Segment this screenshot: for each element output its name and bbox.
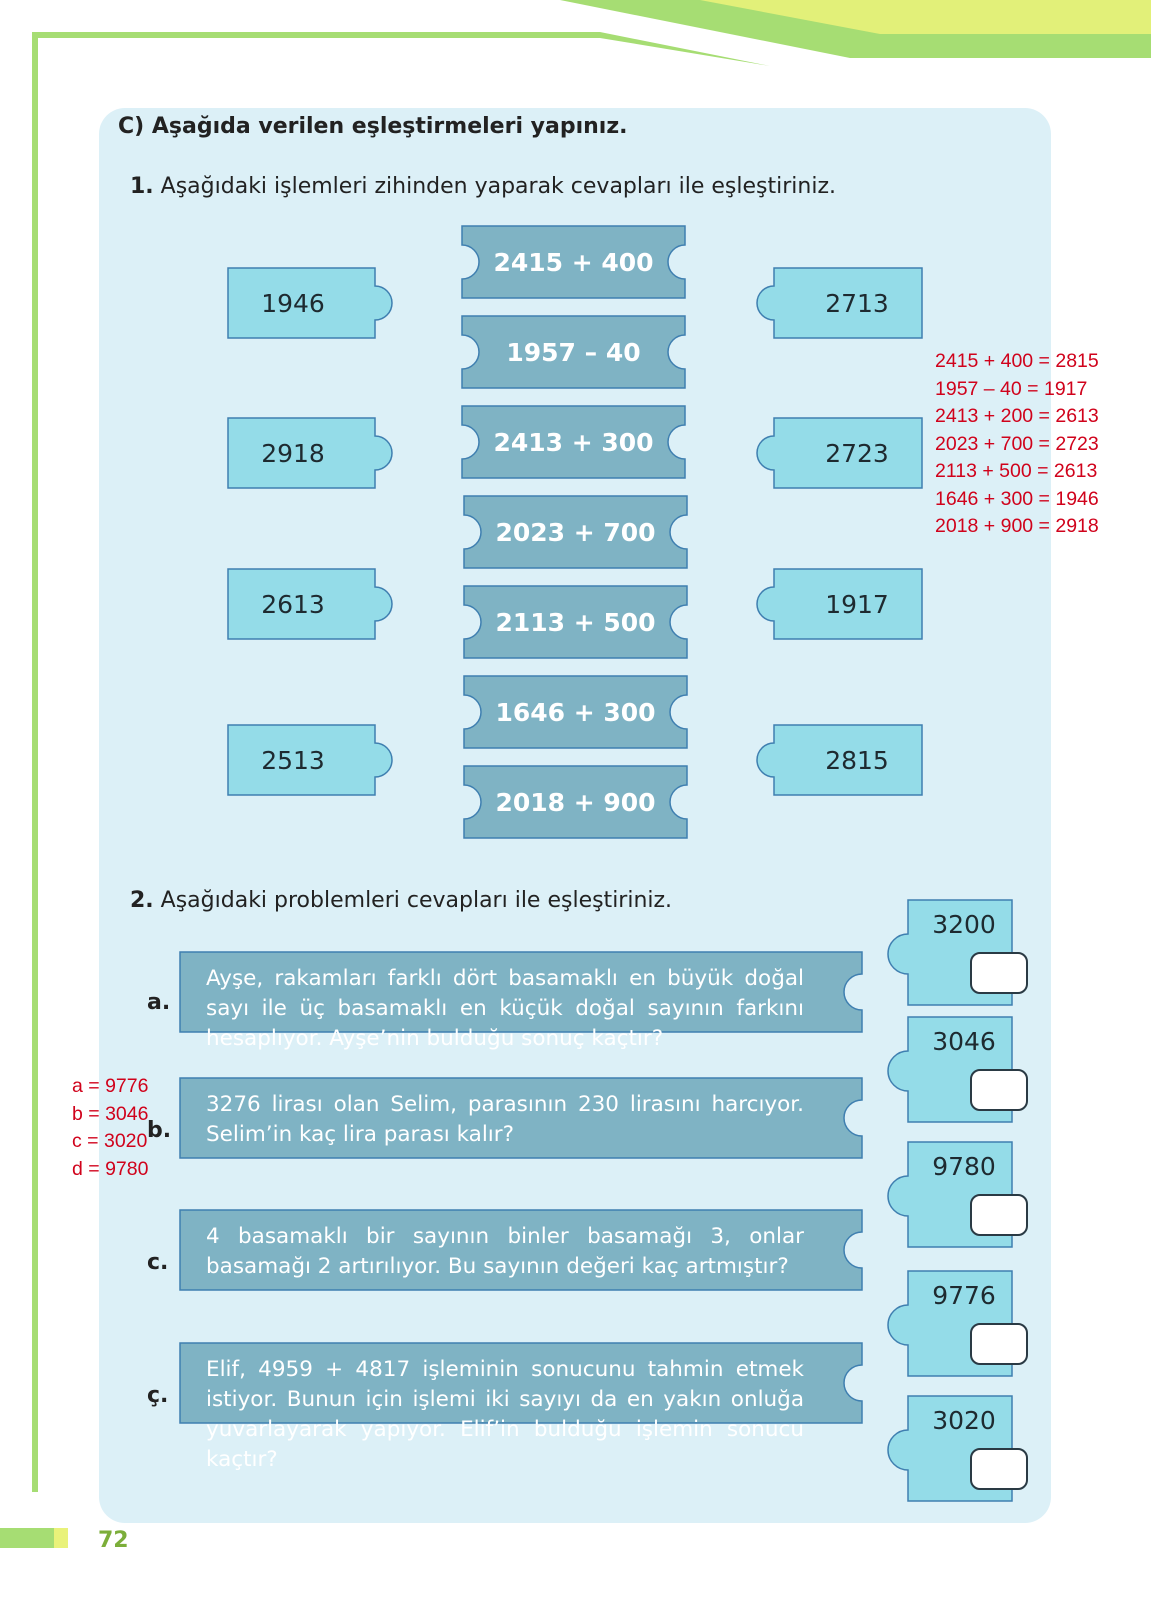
- answer-letter-box[interactable]: [970, 1194, 1028, 1236]
- problem-text: 3276 lirası olan Selim, parasının 230 lirasını harcıyor. Selim’in kaç lira parası kalır?: [206, 1092, 804, 1147]
- problem-letter: a.: [147, 990, 171, 1015]
- operation-piece[interactable]: [464, 766, 687, 838]
- answer-piece-left[interactable]: [228, 569, 403, 639]
- problem-card[interactable]: [180, 1210, 862, 1290]
- task1-instruction: 1. Aşağıdaki işlemleri zihinden yaparak cevapları ile eşleştiriniz.: [130, 174, 836, 199]
- answer-piece[interactable]: [872, 900, 1032, 1005]
- note-line: 1957 – 40 = 1917: [935, 377, 1088, 400]
- note-line: 2413 + 200 = 2613: [935, 405, 1099, 427]
- section-heading: C) Aşağıda verilen eşleştirmeleri yapınız.: [118, 114, 628, 139]
- problem-letter: ç.: [147, 1383, 169, 1408]
- operation-text: 2415 + 400: [493, 247, 654, 277]
- answer-value: 3020: [932, 1406, 996, 1435]
- note-line: 2415 + 400 = 2815: [935, 350, 1099, 372]
- answer-piece-left[interactable]: [228, 418, 403, 488]
- answer-value: 3200: [932, 910, 996, 939]
- task1-answer-notes: [935, 348, 1099, 541]
- piece-value: 2713: [825, 288, 889, 318]
- operation-text: 2018 + 900: [495, 787, 656, 817]
- problem-text: Elif, 4959 + 4817 işleminin sonucunu tahmin etmek istiyor. Bunun için işlemi iki sayıyı da en yakın onluğa yuvarlayarak yapıyor. Elif’in bulduğu işlemin sonucu kaçtır?: [206, 1357, 804, 1472]
- piece-value: 1917: [825, 589, 889, 619]
- operation-text: 1646 + 300: [495, 697, 656, 727]
- operation-text: 2113 + 500: [495, 607, 656, 637]
- piece-value: 2815: [825, 745, 889, 775]
- piece-value: 2918: [261, 438, 325, 468]
- answer-piece[interactable]: [872, 1142, 1032, 1247]
- note-line: 2018 + 900 = 2918: [935, 515, 1099, 537]
- problem-letter: c.: [147, 1250, 169, 1275]
- problem-text: 4 basamaklı bir sayının binler basamağı 3, onlar basamağı 2 artırılıyor. Bu sayının değeri kaç artmıştır?: [206, 1224, 804, 1279]
- operation-piece[interactable]: [462, 406, 685, 478]
- answer-piece-right[interactable]: [746, 418, 922, 488]
- operation-piece[interactable]: [464, 676, 687, 748]
- answer-value: 9776: [932, 1281, 996, 1310]
- piece-value: 2723: [825, 438, 889, 468]
- answer-piece-right[interactable]: [746, 268, 922, 338]
- note-line: b = 3046: [72, 1102, 149, 1125]
- answer-piece-left[interactable]: [228, 725, 403, 795]
- operation-piece[interactable]: [462, 316, 685, 388]
- piece-value: 1946: [261, 288, 325, 318]
- answer-value: 9780: [932, 1152, 996, 1181]
- operation-text: 1957 – 40: [506, 337, 641, 367]
- piece-value: 2613: [261, 589, 325, 619]
- operation-piece[interactable]: [464, 496, 687, 568]
- operation-piece[interactable]: [464, 586, 687, 658]
- note-line: a = 9776: [72, 1075, 149, 1097]
- answer-piece[interactable]: [872, 1396, 1032, 1501]
- answer-piece-right[interactable]: [746, 569, 922, 639]
- answer-piece[interactable]: [872, 1017, 1032, 1122]
- operation-text: 2023 + 700: [495, 517, 656, 547]
- task2-instruction: 2. Aşağıdaki problemleri cevapları ile eşleştiriniz.: [130, 888, 673, 913]
- answer-value: 3046: [932, 1027, 996, 1056]
- page-number: 72: [98, 1528, 129, 1553]
- task2-answer-notes: [72, 1073, 148, 1183]
- note-line: 2023 + 700 = 2723: [935, 432, 1099, 455]
- answer-piece-left[interactable]: [228, 268, 403, 338]
- problem-card[interactable]: [180, 1078, 862, 1158]
- operation-text: 2413 + 300: [493, 427, 654, 457]
- answer-letter-box[interactable]: [970, 1323, 1028, 1365]
- answer-letter-box[interactable]: [970, 1069, 1028, 1111]
- operation-piece[interactable]: [462, 226, 685, 298]
- answer-piece[interactable]: [872, 1271, 1032, 1376]
- problem-letter: b.: [147, 1118, 172, 1143]
- answer-piece-right[interactable]: [746, 725, 922, 795]
- note-line: 2113 + 500 = 2613: [935, 460, 1098, 482]
- note-line: c = 3020: [72, 1130, 148, 1152]
- problem-card[interactable]: [180, 1343, 862, 1472]
- answer-letter-box[interactable]: [970, 1448, 1028, 1490]
- answer-letter-box[interactable]: [970, 952, 1028, 994]
- problem-text: Ayşe, rakamları farklı dört basamaklı en büyük doğal sayı ile üç basamaklı en küçük doğal sayının farkını hesaplıyor. Ayşe’nin bulduğu sonuç kaçtır?: [206, 966, 804, 1051]
- piece-value: 2513: [261, 745, 325, 775]
- note-line: 1646 + 300 = 1946: [935, 487, 1099, 510]
- note-line: d = 9780: [72, 1157, 149, 1180]
- problem-card[interactable]: [180, 952, 862, 1051]
